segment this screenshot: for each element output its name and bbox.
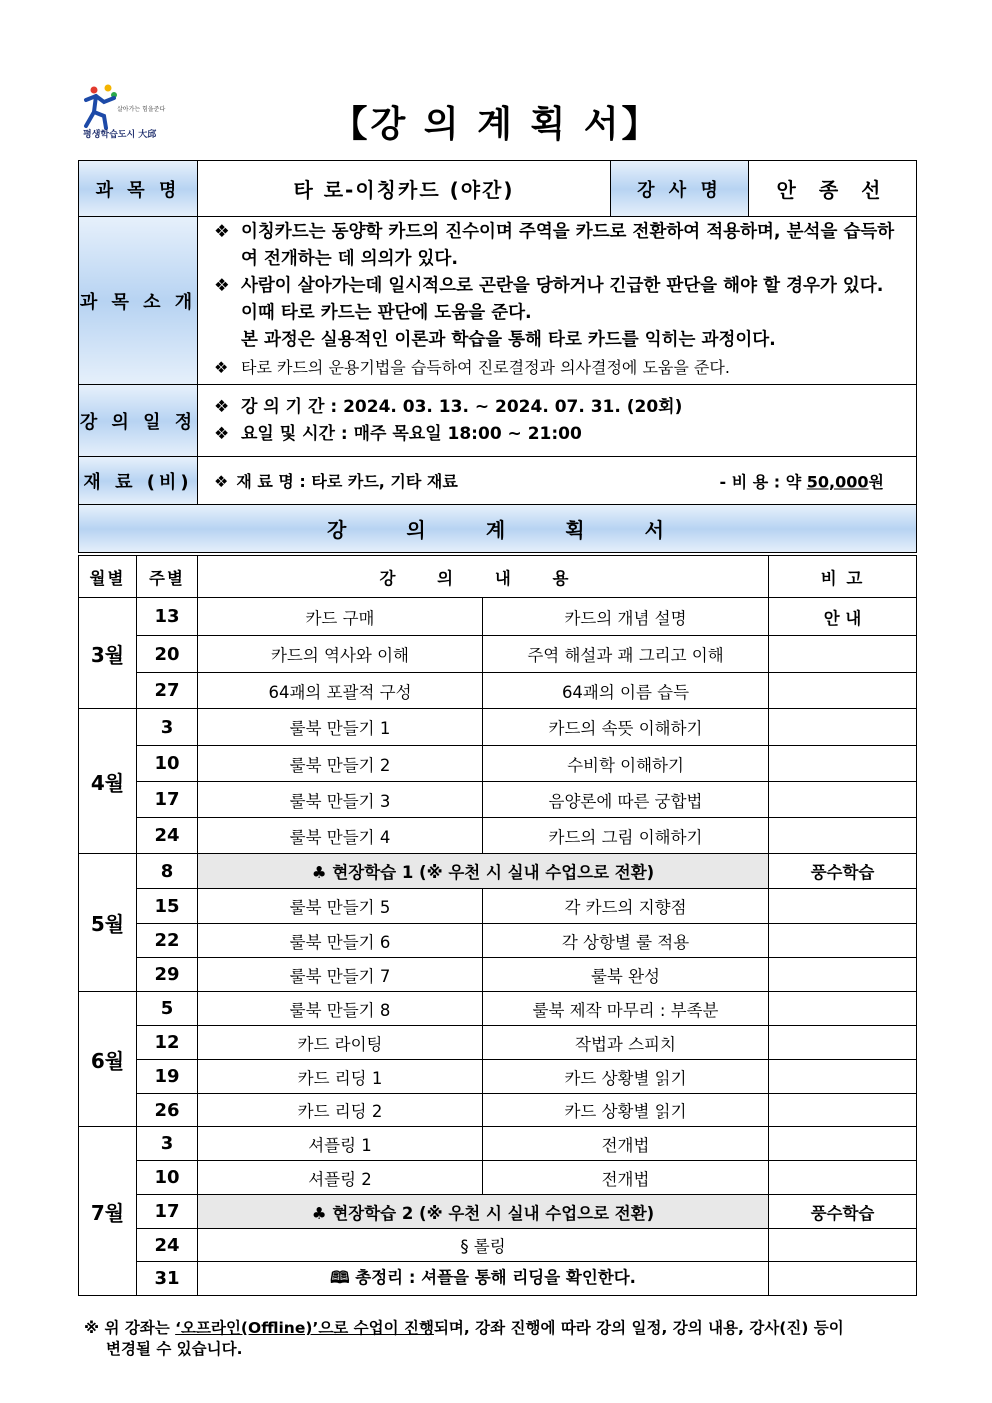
- week-cell: 15: [137, 889, 198, 924]
- schedule-period: 강 의 기 간 : 2024. 03. 13. ~ 2024. 07. 31. (20회): [241, 396, 683, 417]
- week-cell: 19: [137, 1060, 198, 1094]
- content-cell: 룰북 제작 마무리 : 부족분: [483, 992, 769, 1026]
- diamond-bullet-icon: ❖: [214, 358, 229, 377]
- table-row: [79, 1026, 917, 1060]
- table-row: [79, 1161, 917, 1195]
- week-cell: 20: [137, 636, 198, 673]
- content-cell: 카드 리딩 1: [198, 1060, 483, 1094]
- note-cell: 풍수학습: [769, 854, 917, 889]
- intro-item: ❖ 이칭카드는 동양학 카드의 진수이며 주역을 카드로 전환하여 적용하며, 분석을 습득하여 전개하는 데 의의가 있다.: [214, 219, 904, 273]
- content-cell: 카드 리딩 2: [198, 1094, 483, 1127]
- content-cell: 각 상항별 룰 적용: [483, 924, 769, 958]
- week-cell: 29: [137, 958, 198, 992]
- month-cell: 6월: [79, 992, 137, 1127]
- course-info-table: [78, 160, 917, 553]
- content-cell: 🕮 총정리 : 셔플을 통해 리딩을 확인한다.: [198, 1262, 769, 1296]
- note-cell: [769, 1094, 917, 1127]
- content-cell: 카드 상황별 읽기: [483, 1094, 769, 1127]
- content-cell: 룰북 만들기 8: [198, 992, 483, 1026]
- content-cell: 룰북 만들기 4: [198, 818, 483, 854]
- table-row: [79, 889, 917, 924]
- content-cell: 카드 상황별 읽기: [483, 1060, 769, 1094]
- table-row: [79, 958, 917, 992]
- month-cell: 5월: [79, 854, 137, 992]
- note-cell: [769, 992, 917, 1026]
- week-cell: 12: [137, 1026, 198, 1060]
- content-cell: 수비학 이해하기: [483, 746, 769, 782]
- content-cell: 셔플링 1: [198, 1127, 483, 1161]
- logo-slogan: 살아가는 힘을준다: [117, 106, 166, 113]
- week-cell: 27: [137, 673, 198, 709]
- content-cell: 음양론에 따른 궁합법: [483, 782, 769, 818]
- material-cost: - 비 용 : 약 50,000원: [719, 472, 884, 491]
- schedule-content: [198, 385, 917, 457]
- intro-item: 본 과정은 실용적인 이론과 학습을 통해 타로 카드를 익히는 과정이다.: [241, 330, 776, 350]
- table-row: [79, 924, 917, 958]
- note-cell: 안 내: [769, 598, 917, 636]
- content-cell: 각 카드의 지향점: [483, 889, 769, 924]
- week-cell: 3: [137, 709, 198, 746]
- material-label: 재 료 (비): [79, 457, 198, 505]
- table-row: [79, 1195, 917, 1229]
- instructor-label: 강 사 명: [611, 161, 749, 217]
- content-cell: 룰북 만들기 1: [198, 709, 483, 746]
- content-cell: 룰북 완성: [483, 958, 769, 992]
- content-cell: 카드의 역사와 이해: [198, 636, 483, 673]
- content-cell: 64괘의 포괄적 구성: [198, 673, 483, 709]
- week-cell: 24: [137, 1229, 198, 1262]
- table-row: [79, 673, 917, 709]
- week-cell: 26: [137, 1094, 198, 1127]
- note-cell: [769, 958, 917, 992]
- content-cell: 카드의 개념 설명: [483, 598, 769, 636]
- content-cell: 룰북 만들기 3: [198, 782, 483, 818]
- table-row: [79, 854, 917, 889]
- table-row: [79, 992, 917, 1026]
- note-cell: [769, 1262, 917, 1296]
- logo-name: 평생학습도시 大邱: [83, 130, 157, 140]
- footer-note: ※ 위 강좌는 ‘오프라인(Offline)’으로 수업이 진행되며, 강좌 진행에 따라 강의 일정, 강의 내용, 강사(진) 등이 변경될 수 있습니다.: [84, 1319, 844, 1358]
- week-cell: 17: [137, 782, 198, 818]
- diamond-bullet-icon: ❖: [214, 423, 230, 444]
- month-cell: 4월: [79, 709, 137, 854]
- note-cell: 풍수학습: [769, 1195, 917, 1229]
- content-cell: 카드 라이팅: [198, 1026, 483, 1060]
- content-cell: 셔플링 2: [198, 1161, 483, 1195]
- week-cell: 17: [137, 1195, 198, 1229]
- table-row: [79, 1229, 917, 1262]
- lecture-plan-table: [78, 555, 917, 1296]
- content-cell: ♣ 현장학습 2 (※ 우천 시 실내 수업으로 전환): [198, 1195, 769, 1229]
- month-cell: 3월: [79, 598, 137, 709]
- week-cell: 22: [137, 924, 198, 958]
- diamond-bullet-icon: ❖: [214, 222, 230, 242]
- intro-label: 과 목 소 개: [79, 217, 198, 385]
- week-cell: 5: [137, 992, 198, 1026]
- diamond-bullet-icon: ❖: [214, 276, 230, 296]
- table-row: [79, 782, 917, 818]
- content-cell: 룰북 만들기 5: [198, 889, 483, 924]
- header-month: 월별: [79, 556, 137, 598]
- subject-label: 과 목 명: [79, 161, 198, 217]
- content-cell: 주역 해설과 괘 그리고 이해: [483, 636, 769, 673]
- note-cell: [769, 1161, 917, 1195]
- week-cell: 10: [137, 746, 198, 782]
- diamond-bullet-icon: ❖: [214, 396, 230, 417]
- table-row: [79, 1060, 917, 1094]
- schedule-time: 요일 및 시간 : 매주 목요일 18:00 ~ 21:00: [241, 423, 582, 444]
- table-row: [79, 746, 917, 782]
- content-cell: 룰북 만들기 6: [198, 924, 483, 958]
- content-cell: 룰북 만들기 2: [198, 746, 483, 782]
- instructor-value: 안 종 선: [749, 161, 917, 217]
- content-cell: 룰북 만들기 7: [198, 958, 483, 992]
- note-cell: [769, 1229, 917, 1262]
- note-cell: [769, 782, 917, 818]
- content-cell: 카드 구매: [198, 598, 483, 636]
- content-cell: 카드의 속뜻 이해하기: [483, 709, 769, 746]
- table-row: [79, 598, 917, 636]
- subject-value: 타 로-이칭카드 (야간): [198, 161, 611, 217]
- content-cell: 64괘의 이름 습득: [483, 673, 769, 709]
- month-cell: 7월: [79, 1127, 137, 1296]
- table-row: [79, 636, 917, 673]
- note-cell: [769, 1127, 917, 1161]
- intro-item: ❖ 타로 카드의 운용기법을 습득하여 진로결정과 의사결정에 도움을 준다.: [214, 354, 904, 381]
- note-cell: [769, 889, 917, 924]
- week-cell: 3: [137, 1127, 198, 1161]
- note-cell: [769, 924, 917, 958]
- week-cell: 13: [137, 598, 198, 636]
- note-cell: [769, 1026, 917, 1060]
- content-cell: 전개법: [483, 1161, 769, 1195]
- plan-banner: 강 의 계 획 서: [79, 505, 917, 553]
- note-cell: [769, 636, 917, 673]
- week-cell: 31: [137, 1262, 198, 1296]
- table-row: [79, 1127, 917, 1161]
- header-note: 비 고: [769, 556, 917, 598]
- schedule-label: 강 의 일 정: [79, 385, 198, 457]
- week-cell: 8: [137, 854, 198, 889]
- header-week: 주별: [137, 556, 198, 598]
- content-cell: § 롤링: [198, 1229, 769, 1262]
- table-row: [79, 1094, 917, 1127]
- content-cell: 전개법: [483, 1127, 769, 1161]
- week-cell: 10: [137, 1161, 198, 1195]
- page-title: 【강 의 계 획 서】: [331, 104, 661, 145]
- note-cell: [769, 818, 917, 854]
- week-cell: 24: [137, 818, 198, 854]
- note-cell: [769, 673, 917, 709]
- table-row: [79, 1262, 917, 1296]
- content-cell: ♣ 현장학습 1 (※ 우천 시 실내 수업으로 전환): [198, 854, 769, 889]
- table-row: [79, 709, 917, 746]
- intro-item: ❖ 사람이 살아가는데 일시적으로 곤란을 당하거나 긴급한 판단을 해야 할 경우가 있다. 이때 타로 카드는 판단에 도움을 준다.: [214, 273, 904, 327]
- table-row: [79, 818, 917, 854]
- note-cell: [769, 1060, 917, 1094]
- material-name: 재 료 명 : 타로 카드, 기타 재료: [236, 472, 458, 491]
- material-content: [198, 457, 917, 505]
- header-content: 강 의 내 용: [198, 556, 769, 598]
- note-cell: [769, 709, 917, 746]
- diamond-bullet-icon: ❖: [214, 472, 229, 491]
- content-cell: 작법과 스피치: [483, 1026, 769, 1060]
- content-cell: 카드의 그림 이해하기: [483, 818, 769, 854]
- intro-content: [198, 217, 917, 385]
- note-cell: [769, 746, 917, 782]
